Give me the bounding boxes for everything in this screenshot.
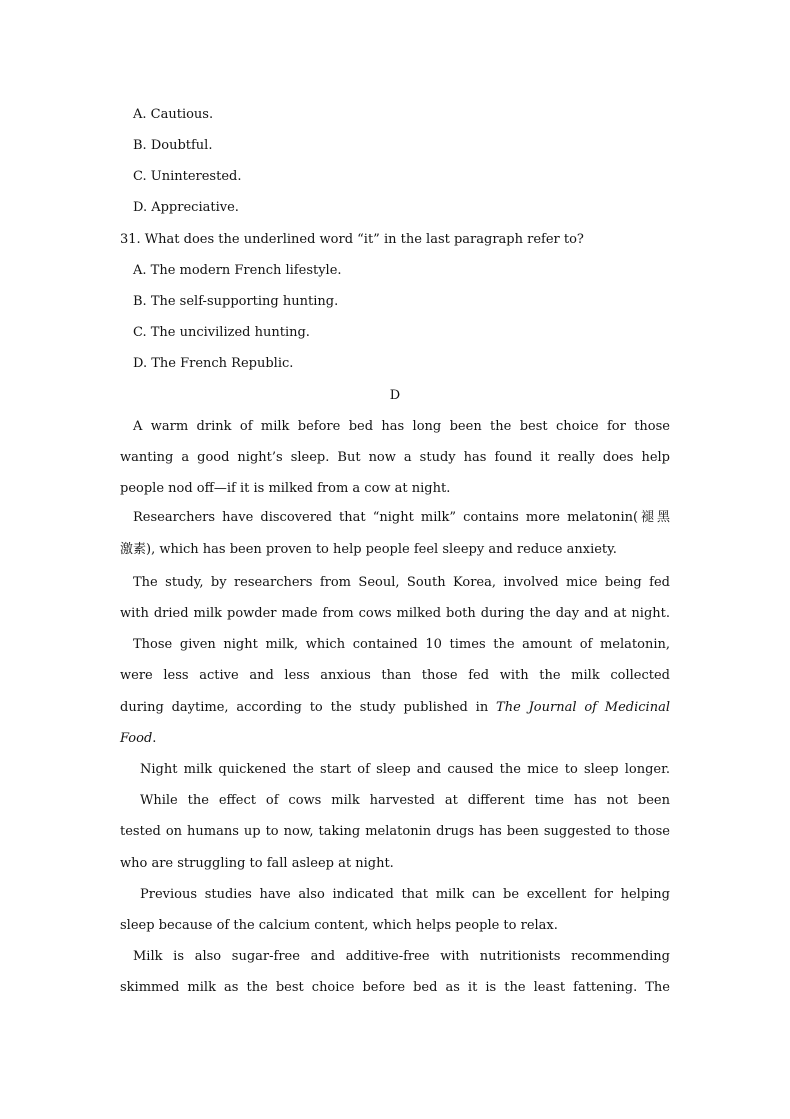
passage-p2-line1: Researchers have discovered that “night milk” contains more melatonin(褪黑 [133,510,670,525]
passage-p4-line3 [120,700,670,716]
passage-p7-line1: Previous studies have also indicated that milk can be excellent for helping [140,887,670,902]
q31-option-d: D. The French Republic. [133,356,294,371]
passage-p2-line2: 激素), which has been proven to help people feel sleepy and reduce anxiety. [120,542,617,557]
section-title: D [389,388,401,403]
passage-p4-line4 [120,731,156,747]
passage-p4-line2: were less active and less anxious than those fed with the milk collected [120,668,670,683]
passage-p1-line1: A warm drink of milk before bed has long been the best choice for those [133,419,670,434]
passage-p3-line2: with dried milk powder made from cows milked both during the day and at night. [120,606,670,621]
q31-option-a: A. The modern French lifestyle. [133,263,342,278]
passage-p5-line1: Night milk quickened the start of sleep and caused the mice to sleep longer. [140,762,670,777]
q31-option-c: C. The uncivilized hunting. [133,325,310,340]
q30-option-d: D. Appreciative. [133,200,239,215]
passage-p6-line3: who are struggling to fall asleep at night. [120,856,394,871]
journal-title-part1: The Journal of Medicinal [496,700,670,715]
passage-p1-line3: people nod off—if it is milked from a cow at night. [120,481,451,496]
passage-p8-line1: Milk is also sugar-free and additive-free with nutritionists recommending [133,949,670,964]
journal-title-part2: Food [120,731,153,746]
q31-stem: 31. What does the underlined word “it” in the last paragraph refer to? [120,232,584,247]
q30-option-a: A. Cautious. [133,107,214,122]
passage-p4-period: . [152,731,157,746]
passage-p6-line1: While the effect of cows milk harvested at different time has not been [140,793,670,808]
q31-option-b: B. The self-supporting hunting. [133,294,339,309]
passage-p1-line2: wanting a good night’s sleep. But now a study has found it really does help [120,450,670,465]
passage-p8-line2: skimmed milk as the best choice before bed as it is the least fattening. The [120,980,670,995]
q30-option-c: C. Uninterested. [133,169,242,184]
passage-p6-line2: tested on humans up to now, taking melatonin drugs has been suggested to those [120,824,670,839]
passage-p7-line2: sleep because of the calcium content, which helps people to relax. [120,918,558,933]
passage-p3-line1: The study, by researchers from Seoul, South Korea, involved mice being fed [133,575,670,590]
passage-p4-line3-text: during daytime, according to the study published in [120,700,489,715]
passage-p4-line1: Those given night milk, which contained 10 times the amount of melatonin, [133,637,670,652]
q30-option-b: B. Doubtful. [133,138,213,153]
